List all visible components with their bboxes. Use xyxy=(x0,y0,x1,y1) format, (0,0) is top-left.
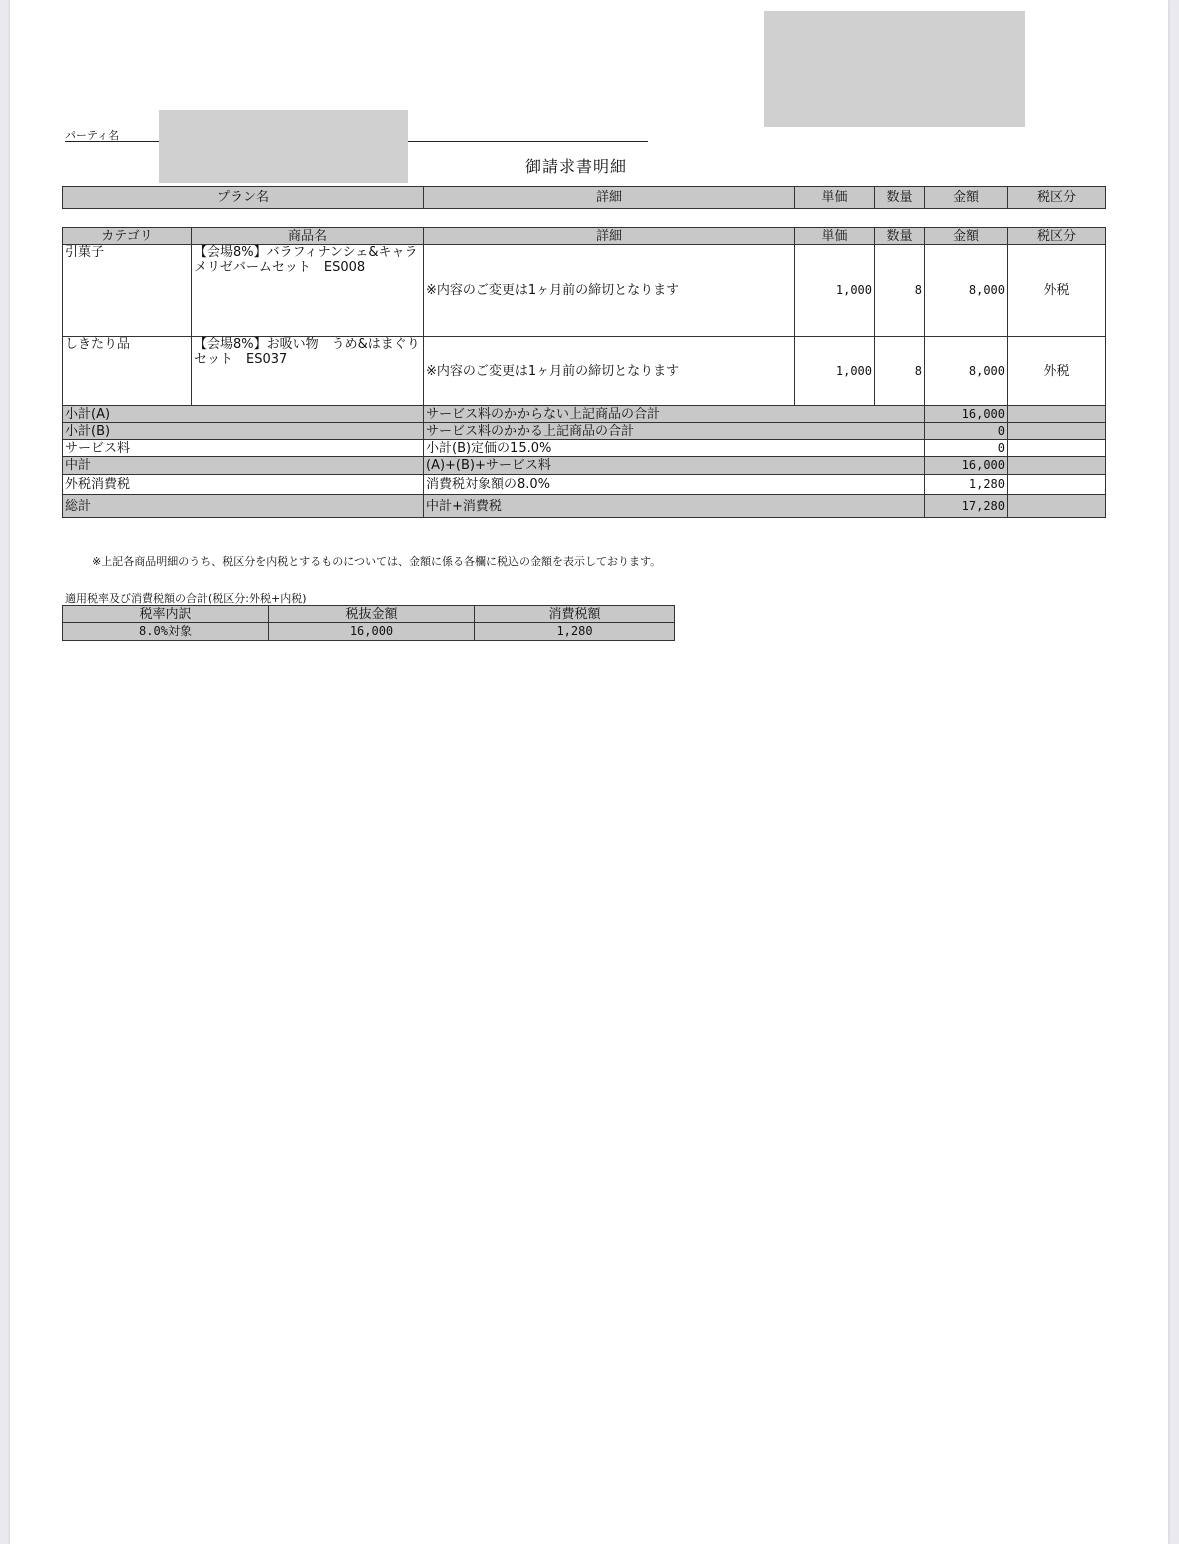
item-header-amount: 金額 xyxy=(925,228,1008,245)
item-header-detail: 詳細 xyxy=(424,228,795,245)
table-row xyxy=(63,337,1106,406)
document-page xyxy=(10,0,1168,1544)
summary-desc: (A)+(B)+サービス料 xyxy=(424,457,925,475)
item-header-tax-class: 税区分 xyxy=(1008,228,1106,245)
item-product: 【会場8%】バラフィナンシェ&キャラメリゼバームセット ES008 xyxy=(192,245,424,337)
summary-blank xyxy=(1008,440,1106,457)
summary-label: サービス料 xyxy=(63,440,424,457)
summary-blank xyxy=(1008,495,1106,518)
plan-header-plan-name: プラン名 xyxy=(63,187,424,209)
item-header-unit-price: 単価 xyxy=(795,228,875,245)
item-header-row xyxy=(63,228,1106,245)
summary-value: 16,000 xyxy=(925,457,1008,475)
summary-value: 0 xyxy=(925,423,1008,440)
tax-inclusive-note: ※上記各商品明細のうち、税区分を内税とするものについては、金額に係る各欄に税込の金額を表示しております。 xyxy=(92,555,662,568)
summary-blank xyxy=(1008,457,1106,475)
item-category: しきたり品 xyxy=(63,337,192,406)
summary-desc: 中計+消費税 xyxy=(424,495,925,518)
document-title: 御請求書明細 xyxy=(525,157,628,176)
item-qty: 8 xyxy=(875,337,925,406)
plan-header-unit-price: 単価 xyxy=(795,187,875,209)
summary-blank xyxy=(1008,475,1106,495)
tax-summary-header-row xyxy=(63,606,675,623)
item-product: 【会場8%】お吸い物 うめ&はまぐりセット ES037 xyxy=(192,337,424,406)
plan-header-amount: 金額 xyxy=(925,187,1008,209)
item-header-qty: 数量 xyxy=(875,228,925,245)
tax-rate-breakdown: 8.0%対象 xyxy=(63,623,269,641)
item-header-category: カテゴリ xyxy=(63,228,192,245)
tax-pretax-amount: 16,000 xyxy=(269,623,475,641)
summary-value: 1,280 xyxy=(925,475,1008,495)
tax-summary-caption: 適用税率及び消費税額の合計(税区分:外税+内税) xyxy=(65,592,307,605)
summary-desc: サービス料のかからない上記商品の合計 xyxy=(424,406,925,423)
summary-desc: サービス料のかかる上記商品の合計 xyxy=(424,423,925,440)
summary-row-service-charge xyxy=(63,440,1106,457)
summary-label: 中計 xyxy=(63,457,424,475)
summary-blank xyxy=(1008,423,1106,440)
summary-label: 外税消費税 xyxy=(63,475,424,495)
item-unit-price: 1,000 xyxy=(795,337,875,406)
tax-header-tax-amount: 消費税額 xyxy=(475,606,675,623)
plan-header-detail: 詳細 xyxy=(424,187,795,209)
item-category: 引菓子 xyxy=(63,245,192,337)
item-tax-class: 外税 xyxy=(1008,337,1106,406)
redacted-block-top-right xyxy=(764,11,1025,127)
tax-summary-table xyxy=(62,605,675,641)
item-unit-price: 1,000 xyxy=(795,245,875,337)
summary-row-subtotal-b xyxy=(63,423,1106,440)
summary-desc: 消費税対象額の8.0% xyxy=(424,475,925,495)
plan-header-qty: 数量 xyxy=(875,187,925,209)
plan-header-row xyxy=(63,187,1106,209)
summary-label: 総計 xyxy=(63,495,424,518)
table-row xyxy=(63,245,1106,337)
summary-label: 小計(B) xyxy=(63,423,424,440)
summary-row-midtotal xyxy=(63,457,1106,475)
summary-value: 16,000 xyxy=(925,406,1008,423)
tax-amount: 1,280 xyxy=(475,623,675,641)
summary-label: 小計(A) xyxy=(63,406,424,423)
party-label: パーティ名 xyxy=(65,129,120,142)
summary-row-subtotal-a xyxy=(63,406,1106,423)
item-detail: ※内容のご変更は1ヶ月前の締切となります xyxy=(424,337,795,406)
summary-row-grand-total xyxy=(63,495,1106,518)
summary-value: 0 xyxy=(925,440,1008,457)
item-detail: ※内容のご変更は1ヶ月前の締切となります xyxy=(424,245,795,337)
table-row xyxy=(63,623,675,641)
summary-desc: 小計(B)定価の15.0% xyxy=(424,440,925,457)
plan-table xyxy=(62,186,1106,209)
tax-header-rate-breakdown: 税率内訳 xyxy=(63,606,269,623)
item-header-product: 商品名 xyxy=(192,228,424,245)
item-amount: 8,000 xyxy=(925,245,1008,337)
item-table xyxy=(62,227,1106,518)
item-qty: 8 xyxy=(875,245,925,337)
summary-blank xyxy=(1008,406,1106,423)
item-tax-class: 外税 xyxy=(1008,245,1106,337)
summary-row-consumption-tax xyxy=(63,475,1106,495)
item-amount: 8,000 xyxy=(925,337,1008,406)
tax-header-pretax-amount: 税抜金額 xyxy=(269,606,475,623)
redacted-party-name xyxy=(159,110,408,183)
summary-value: 17,280 xyxy=(925,495,1008,518)
plan-header-tax-class: 税区分 xyxy=(1008,187,1106,209)
